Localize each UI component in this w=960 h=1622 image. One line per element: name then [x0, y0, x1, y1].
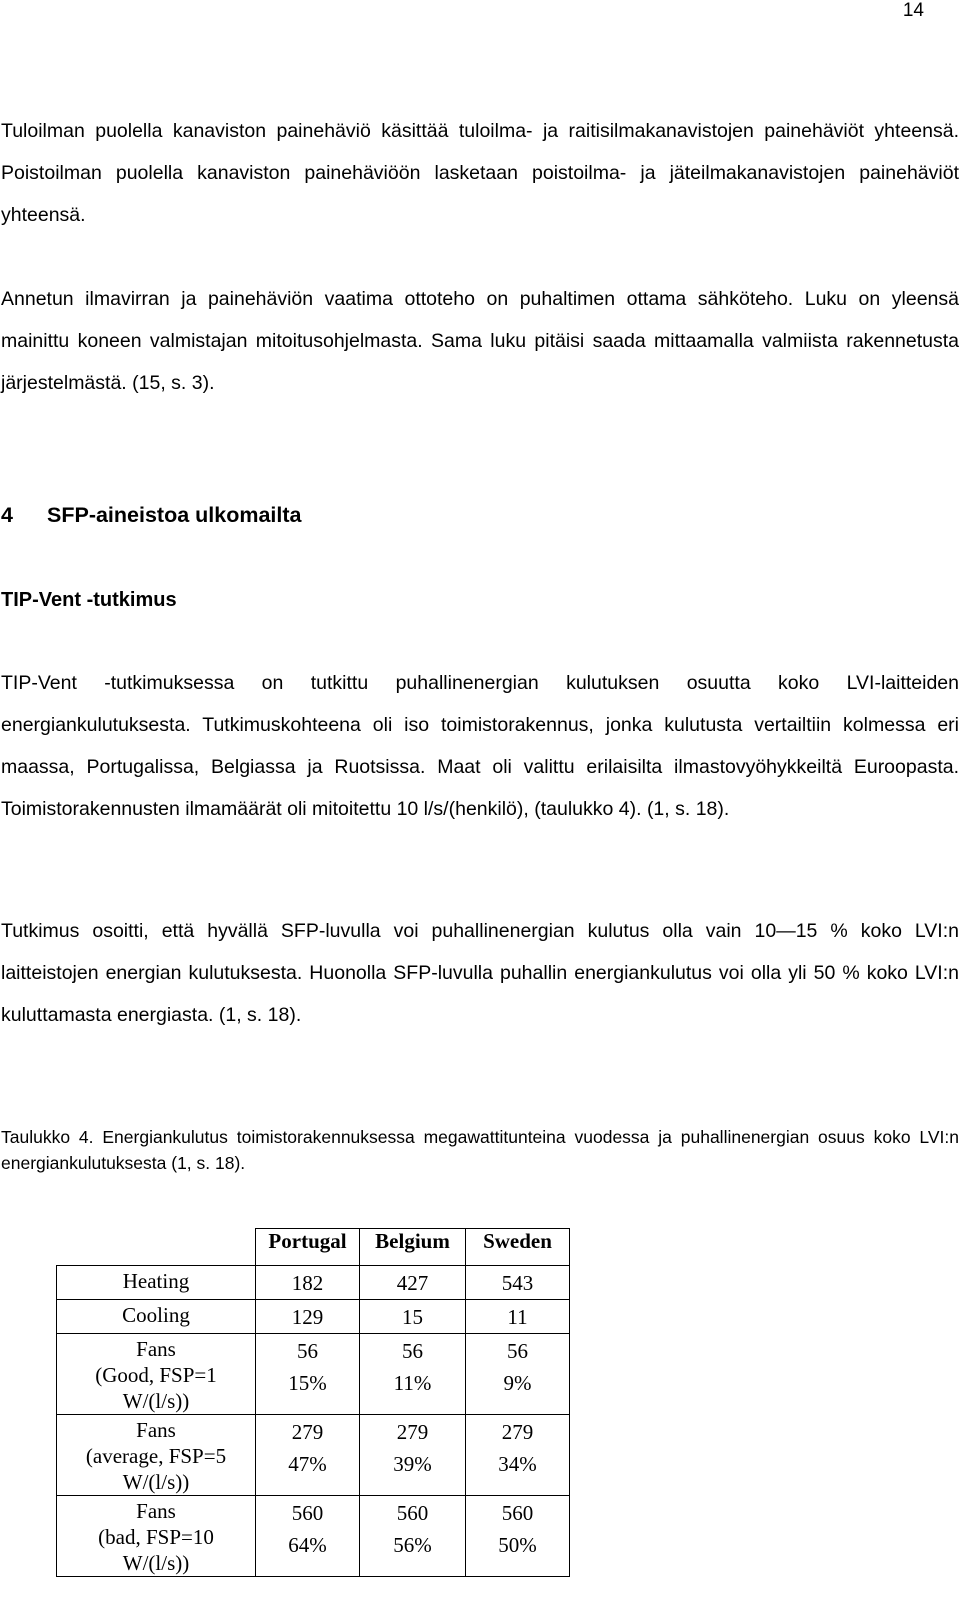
- cell-value: 543: [501, 1271, 534, 1295]
- row-label-line: Fans: [136, 1337, 176, 1361]
- table-cell: [360, 1334, 466, 1415]
- energy-table: [56, 1228, 570, 1577]
- cell-value: 11: [507, 1305, 528, 1329]
- paragraph-results: Tutkimus osoitti, että hyvällä SFP-luvulla voi puhallinenergian kulutus olla vain 10—15 % koko LVI:n laitteistojen energian kulutuksesta. Huonolla SFP-luvulla puhallin energiankulutus voi olla yli 50 % koko LVI:n kuluttamasta energiasta. (1, s. 18).: [1, 920, 959, 1026]
- table-cell: [256, 1266, 360, 1300]
- row-label-line: Fans: [136, 1418, 176, 1442]
- cell-value: 56: [297, 1339, 318, 1363]
- cell-value: 129: [291, 1305, 324, 1329]
- section-heading: [1, 503, 301, 528]
- cell-percent: 15%: [288, 1371, 327, 1395]
- table-cell: [256, 1415, 360, 1496]
- table-caption: Taulukko 4. Energiankulutus toimistorakennuksessa megawattitunteina vuodessa ja puhallinenergian osuus koko LVI:n energiankulutuksesta (1, s. 18).: [1, 1127, 959, 1173]
- table-cell: [466, 1496, 570, 1577]
- cell-percent: 64%: [288, 1533, 327, 1557]
- row-label-line: W/(l/s)): [122, 1551, 190, 1575]
- table-cell: [466, 1415, 570, 1496]
- cell-value: 56: [402, 1339, 423, 1363]
- row-label-line: Heating: [122, 1269, 190, 1293]
- table-row: [57, 1415, 570, 1496]
- column-header-belgium: Belgium: [360, 1229, 466, 1266]
- table-corner-cell: [57, 1229, 256, 1266]
- cell-value: 279: [396, 1420, 429, 1444]
- cell-percent: 39%: [393, 1452, 432, 1476]
- table-cell: [256, 1334, 360, 1415]
- table-header-row: [57, 1229, 570, 1266]
- table-row: [57, 1300, 570, 1334]
- cell-value: 56: [507, 1339, 528, 1363]
- cell-value: 427: [396, 1271, 429, 1295]
- row-label-line: Fans: [136, 1499, 176, 1523]
- cell-percent: 50%: [498, 1533, 537, 1557]
- table-row: [57, 1334, 570, 1415]
- table-cell: [466, 1334, 570, 1415]
- row-label-line: (average, FSP=5: [85, 1444, 227, 1468]
- row-label-line: (Good, FSP=1: [95, 1363, 217, 1387]
- section-number: 4: [1, 503, 13, 527]
- paragraph-duct-pressure: Tuloilman puolella kanaviston painehäviö käsittää tuloilma- ja raitisilmakanavistojen painehäviöt yhteensä. Poistoilman puolella kanaviston painehäviöön lasketaan poistoilma- ja jäteilmakanavistojen painehäviöt yhteensä.: [1, 120, 959, 226]
- cell-value: 560: [396, 1501, 429, 1525]
- paragraph-tip-vent: TIP-Vent -tutkimuksessa on tutkittu puhallinenergian kulutuksen osuutta koko LVI-laitteiden energiankulutuksesta. Tutkimuskohteena oli iso toimistorakennus, jonka kulutusta vertailtiin kolmessa eri maassa, Portugalissa, Belgiassa ja Ruotsissa. Maat oli valittu erilaisilta ilmastovyöhykkeiltä Euroopasta. Toimistorakennusten ilmamäärät oli mitoitettu 10 l/s/(henkilö), (taulukko 4). (1, s. 18).: [1, 672, 959, 820]
- page-number: 14: [902, 0, 924, 21]
- table-cell: [360, 1496, 466, 1577]
- cell-percent: 34%: [498, 1452, 537, 1476]
- table-row: [57, 1496, 570, 1577]
- row-label: [57, 1266, 256, 1300]
- row-label-line: W/(l/s)): [122, 1389, 190, 1413]
- section-title: SFP-aineistoa ulkomailta: [47, 503, 302, 527]
- cell-value: 182: [291, 1271, 324, 1295]
- row-label-line: (bad, FSP=10: [98, 1525, 214, 1549]
- table-cell: [256, 1300, 360, 1334]
- cell-value: 279: [501, 1420, 534, 1444]
- row-label-line: Cooling: [122, 1303, 190, 1327]
- table-cell: [466, 1300, 570, 1334]
- row-label: [57, 1334, 256, 1415]
- cell-percent: 11%: [393, 1371, 432, 1395]
- cell-percent: 9%: [503, 1371, 532, 1395]
- cell-value: 560: [501, 1501, 534, 1525]
- cell-value: 560: [291, 1501, 324, 1525]
- cell-value: 279: [291, 1420, 324, 1444]
- column-header-portugal: Portugal: [256, 1229, 360, 1266]
- table-row: [57, 1266, 570, 1300]
- table-cell: [256, 1496, 360, 1577]
- column-header-sweden: Sweden: [466, 1229, 570, 1266]
- table-cell: [360, 1300, 466, 1334]
- cell-value: 15: [402, 1305, 423, 1329]
- subsection-heading: TIP-Vent -tutkimus: [1, 589, 177, 611]
- cell-percent: 56%: [393, 1533, 432, 1557]
- cell-percent: 47%: [288, 1452, 327, 1476]
- row-label-line: W/(l/s)): [122, 1470, 190, 1494]
- table-cell: [466, 1266, 570, 1300]
- table-cell: [360, 1415, 466, 1496]
- row-label: [57, 1300, 256, 1334]
- row-label: [57, 1496, 256, 1577]
- paragraph-fan-power: Annetun ilmavirran ja painehäviön vaatima ottoteho on puhaltimen ottama sähköteho. Luku on yleensä mainittu koneen valmistajan mitoitusohjelmasta. Sama luku pitäisi saada mittaamalla valmiista rakennetusta järjestelmästä. (15, s. 3).: [1, 288, 959, 394]
- table-cell: [360, 1266, 466, 1300]
- row-label: [57, 1415, 256, 1496]
